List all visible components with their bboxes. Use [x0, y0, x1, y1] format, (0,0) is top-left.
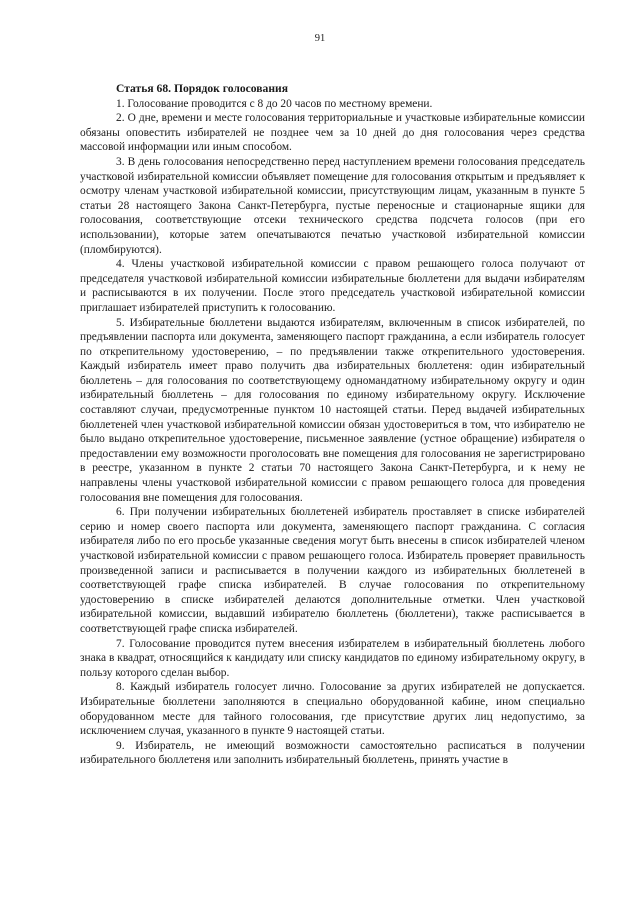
paragraph-4: 4. Члены участковой избирательной комиссии с правом решающего голоса получают от председателя участковой избирательной комиссии избирательные бюллетени для выдачи избирателям и расписываются в их получении. После этого председатель участковой избирательной комиссии приглашает избирателей приступить к голосованию. — [80, 258, 585, 314]
paragraph-7: 7. Голосование проводится путем внесения избирателем в избирательный бюллетень любого знака в квадрат, относящийся к кандидату или списку кандидатов по единому избирательному округу, в пользу которого сделан выбор. — [80, 637, 585, 679]
paragraph-6: 6. При получении избирательных бюллетеней избиратель проставляет в списке избирателей серию и номер своего паспорта или документа, заменяющего паспорт гражданина. С согласия избирателя либо по его просьбе указанные сведения могут быть внесены в список избирателей членом участковой избирательной комиссии с правом решающего голоса. Избиратель проверяет правильность произведенной записи и расписывается в получении каждого из избирательных бюллетеней в соответствующей графе списка избирателей. В случае голосования по открепительному удостоверению в списке избирателей делаются дополнительные отметки. Член участковой избирательной комиссии, выдавший избирателю бюллетень (бюллетени), также расписывается в соответствующей графе списка избирателей. — [80, 506, 585, 635]
paragraph-8: 8. Каждый избиратель голосует лично. Голосование за других избирателей не допускается. Избирательные бюллетени заполняются в специально оборудованной кабине, ином специально оборудованном месте для тайного голосования, где присутствие других лиц недопустимо, за исключением случая, указанного в пункте 9 настоящей статьи. — [80, 681, 585, 738]
document-body — [80, 82, 585, 768]
paragraph-1: 1. Голосование проводится с 8 до 20 часов по местному времени. — [116, 97, 433, 110]
paragraph-5: 5. Избирательные бюллетени выдаются избирателям, включенным в список избирателей, по предъявлении паспорта или документа, заменяющего паспорт гражданина, а если избиратель голосует по открепительному удостоверению, – по предъявлении также открепительного удостоверения. Каждый избиратель имеет право получить два избирательных бюллетеня: один избирательный бюллетень – для голосования по соответствующему одномандатному избирательному округу и один избирательный бюллетень – для голосования по единому избирательному округу. Исключение составляют случаи, предусмотренные пунктом 10 настоящей статьи. Перед выдачей избирательных бюллетеней член участковой избирательной комиссии обязан удостовериться в том, что избирателю не было выдано открепительное удостоверение, письменное заявление (устное обращение) избирателя о предоставлении ему возможности проголосовать вне помещения для голосования не зарегистрировано в реестре, указанном в пункте 2 статьи 70 настоящего Закона Санкт-Петербурга, и к нему не направлены члены участковой избирательной комиссии с правом решающего голоса для проведения голосования вне помещения для голосования. — [80, 316, 585, 504]
page-number: 91 — [314, 33, 326, 44]
paragraph-2: 2. О дне, времени и месте голосования территориальные и участковые избирательные комиссии обязаны оповестить избирателей не позднее чем за 10 дней до дня голосования через средства массовой информации или иным способом. — [80, 112, 585, 154]
paragraph-9: 9. Избиратель, не имеющий возможности самостоятельно расписаться в получении избирательного бюллетеня или заполнить избирательный бюллетень, принять участие в — [80, 739, 585, 767]
article-title: Статья 68. Порядок голосования — [116, 82, 288, 95]
paragraph-3: 3. В день голосования непосредственно перед наступлением времени голосования председатель участковой избирательной комиссии объявляет помещение для голосования открытым и предъявляет к осмотру членам участковой избирательной комиссии, присутствующим лицам, указанным в пункте 5 статьи 28 настоящего Закона Санкт-Петербурга, пустые переносные и стационарные ящики для голосования, соответствующие отсеки технического средства подсчета голосов (при его использовании), которые затем опечатываются печатью участковой избирательной комиссии (пломбируются). — [80, 155, 585, 256]
